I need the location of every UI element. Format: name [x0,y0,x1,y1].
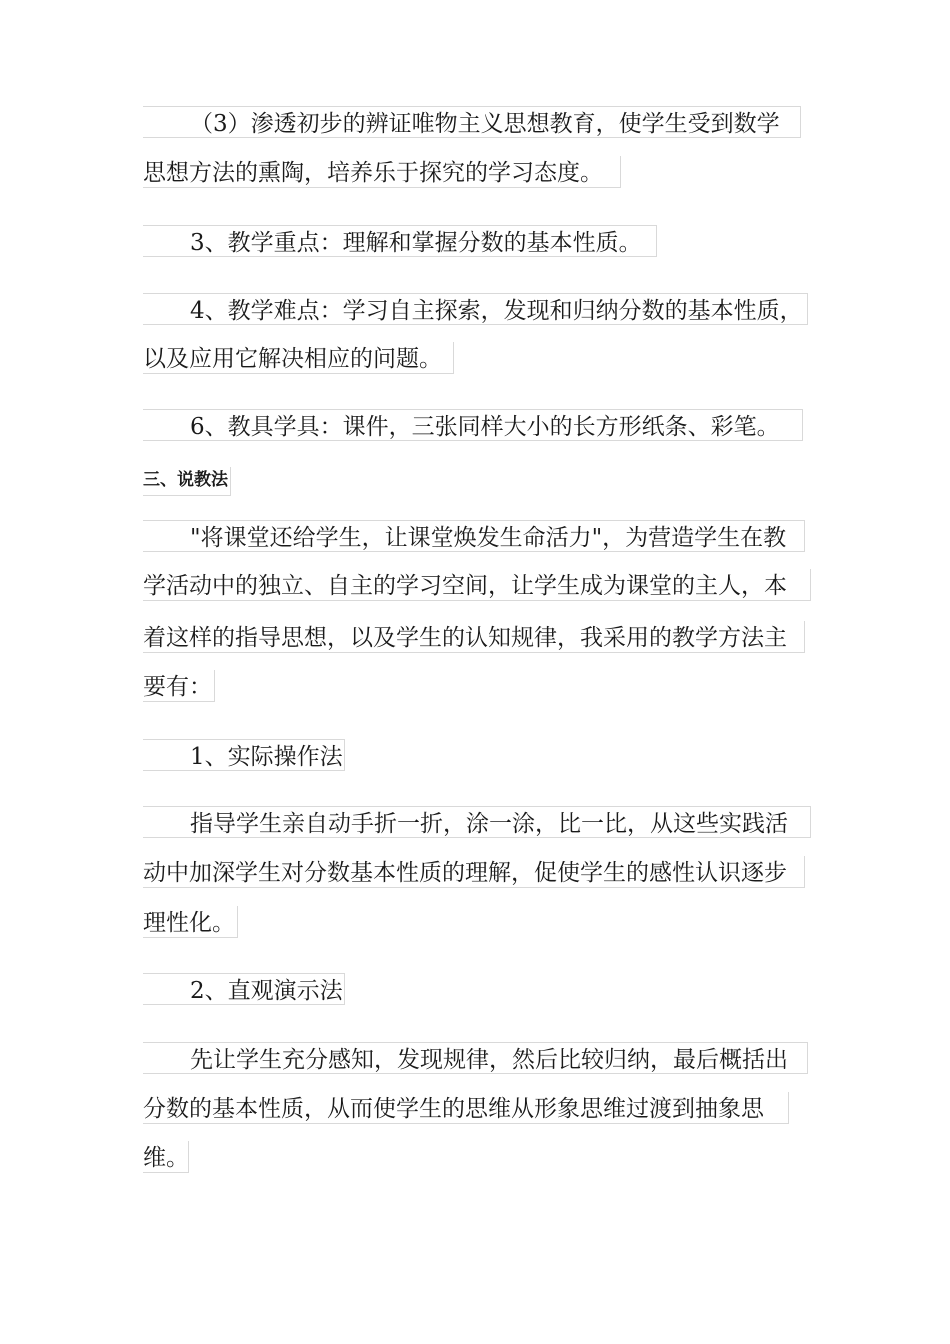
paragraph-method-intro-line-1: "将课堂还给学生，让课堂焕发生命活力"，为营造学生在教 [143,520,805,552]
paragraph-method-2-title: 2、直观演示法 [143,973,345,1005]
paragraph-method-1-desc-line-3: 理性化。 [143,906,238,938]
paragraph-method-1-desc-line-2: 动中加深学生对分数基本性质的理解，促使学生的感性认识逐步 [143,856,805,888]
paragraph-method-2-desc-line-3: 维。 [143,1141,189,1173]
paragraph-method-1-desc-line-1: 指导学生亲自动手折一折，涂一涂，比一比，从这些实践活 [143,806,811,838]
paragraph-method-intro-line-3: 着这样的指导思想，以及学生的认知规律，我采用的教学方法主 [143,621,805,653]
paragraph-teaching-aids: 6、教具学具：课件，三张同样大小的长方形纸条、彩笔。 [143,409,803,441]
section-heading-teaching-methods: 三、说教法 [143,467,231,496]
paragraph-objective-3-line-1: （3）渗透初步的辨证唯物主义思想教育，使学生受到数学 [143,106,801,138]
paragraph-method-2-desc-line-2: 分数的基本性质，从而使学生的思维从形象思维过渡到抽象思 [143,1092,789,1124]
paragraph-teaching-difficulty-line-2: 以及应用它解决相应的问题。 [143,342,454,374]
paragraph-method-2-desc-line-1: 先让学生充分感知，发现规律，然后比较归纳，最后概括出 [143,1042,808,1074]
paragraph-method-intro-line-4: 要有： [143,670,215,702]
paragraph-teaching-focus: 3、教学重点：理解和掌握分数的基本性质。 [143,225,657,257]
paragraph-method-1-title: 1、实际操作法 [143,739,345,771]
paragraph-objective-3-line-2: 思想方法的熏陶，培养乐于探究的学习态度。 [143,156,621,188]
paragraph-teaching-difficulty-line-1: 4、教学难点：学习自主探索，发现和归纳分数的基本性质， [143,293,808,325]
paragraph-method-intro-line-2: 学活动中的独立、自主的学习空间，让学生成为课堂的主人，本 [143,569,811,601]
